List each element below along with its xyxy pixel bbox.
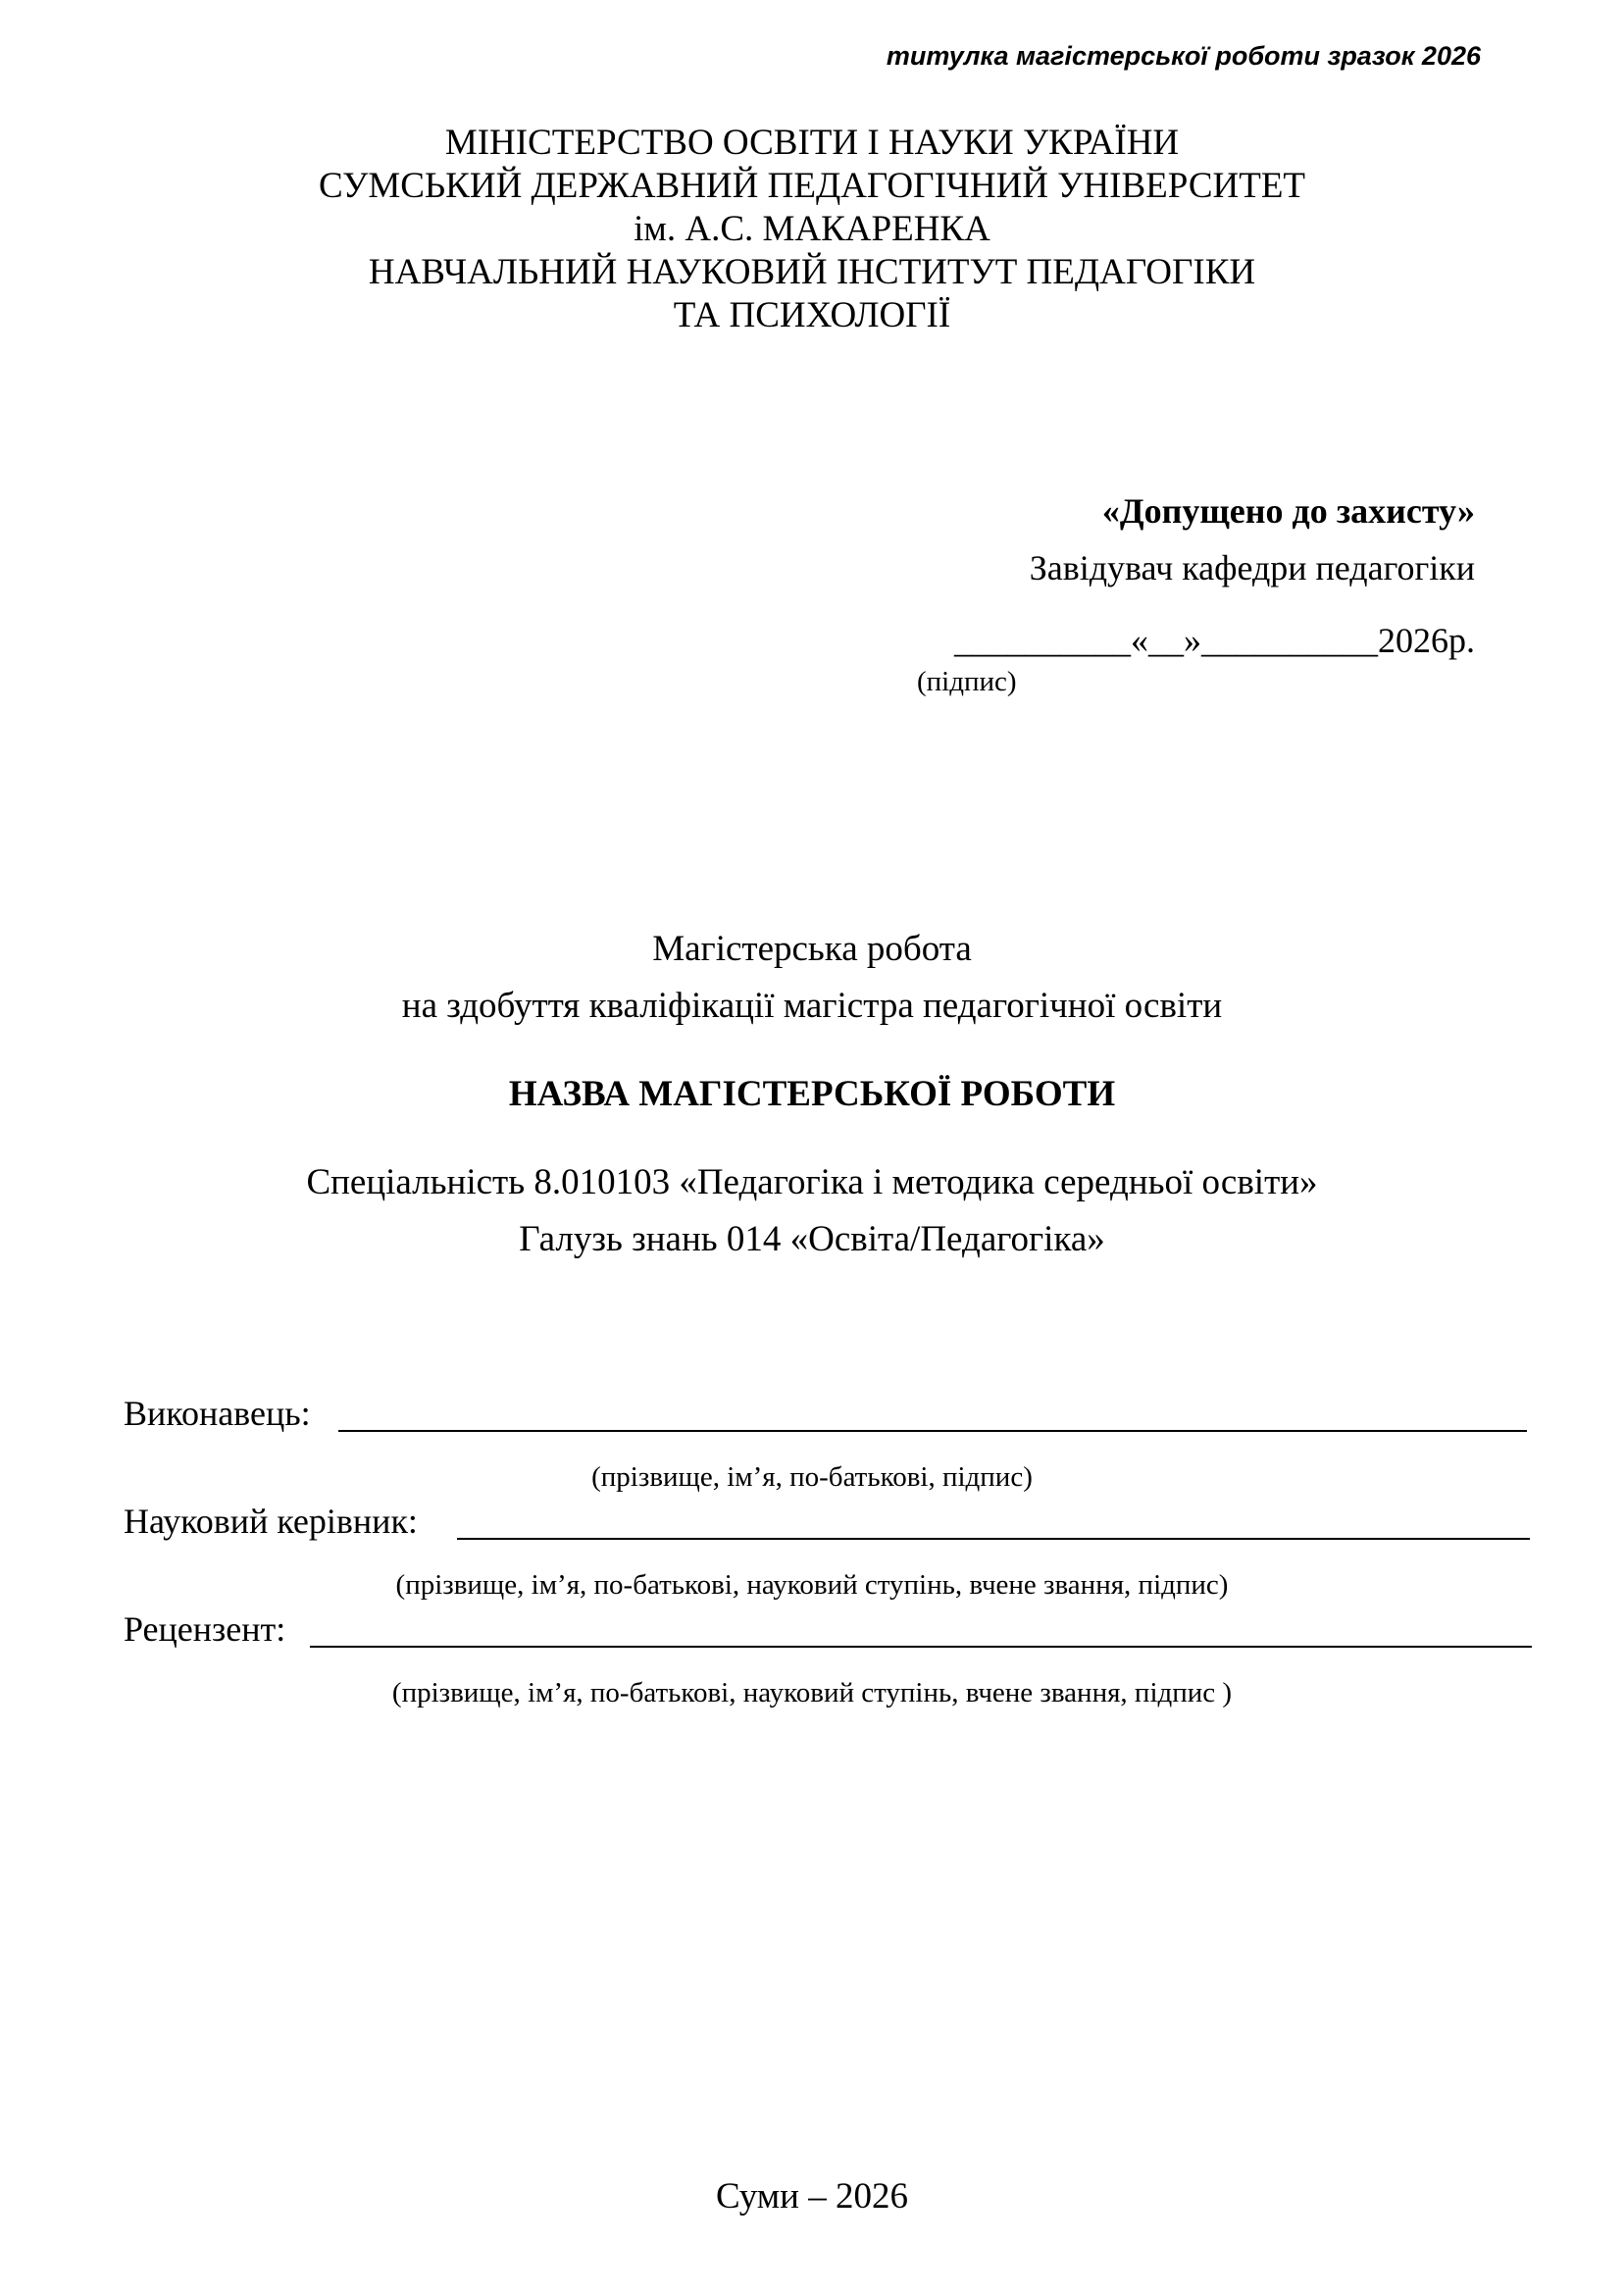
institute-line-2: ТА ПСИХОЛОГІЇ [673, 295, 951, 335]
signature-caption: (підпис) [917, 666, 1017, 697]
executor-caption: (прізвище, ім’я, по-батькові, підпис) [591, 1461, 1033, 1493]
reviewer-caption: (прізвище, ім’я, по-батькові, науковий ступінь, вчене звання, підпис ) [391, 1677, 1233, 1708]
supervisor-signature-line[interactable] [457, 1538, 1530, 1540]
supervisor-caption: (прізвище, ім’я, по-батькові, науковий ступінь, вчене звання, підпис) [395, 1569, 1229, 1601]
institute-line: НАВЧАЛЬНИЙ НАУКОВИЙ ІНСТИТУТ ПЕДАГОГІКИ [368, 252, 1256, 292]
header-note: титулка магістерської роботи зразок 2026 [886, 41, 1481, 71]
approval-date-line[interactable]: __________«__»__________2026р. [954, 621, 1475, 660]
field-of-knowledge: Галузь знань 014 «Освіта/Педагогіка» [519, 1219, 1105, 1259]
work-purpose: на здобуття кваліфікації магістра педагогічної освіти [401, 986, 1223, 1026]
approval-position: Завідувач кафедри педагогіки [1029, 548, 1475, 587]
work-type: Магістерська робота [652, 929, 972, 969]
university-name-line: ім. А.С. МАКАРЕНКА [634, 209, 990, 249]
ministry-line: МІНІСТЕРСТВО ОСВІТИ І НАУКИ УКРАЇНИ [444, 123, 1180, 163]
executor-signature-line[interactable] [338, 1430, 1527, 1432]
executor-label: Виконавець: [124, 1394, 311, 1433]
specialty: Спеціальність 8.010103 «Педагогіка і методика середньої освіти» [306, 1162, 1318, 1202]
approval-title: «Допущено до захисту» [1101, 491, 1475, 531]
university-line: СУМСЬКИЙ ДЕРЖАВНИЙ ПЕДАГОГІЧНИЙ УНІВЕРСИТЕТ [318, 166, 1306, 206]
work-title: НАЗВА МАГІСТЕРСЬКОЇ РОБОТИ [508, 1074, 1116, 1114]
reviewer-signature-line[interactable] [310, 1646, 1532, 1648]
footer-city-year: Суми – 2026 [716, 2176, 908, 2217]
reviewer-label: Рецензент: [124, 1609, 286, 1649]
supervisor-label: Науковий керівник: [124, 1502, 418, 1541]
